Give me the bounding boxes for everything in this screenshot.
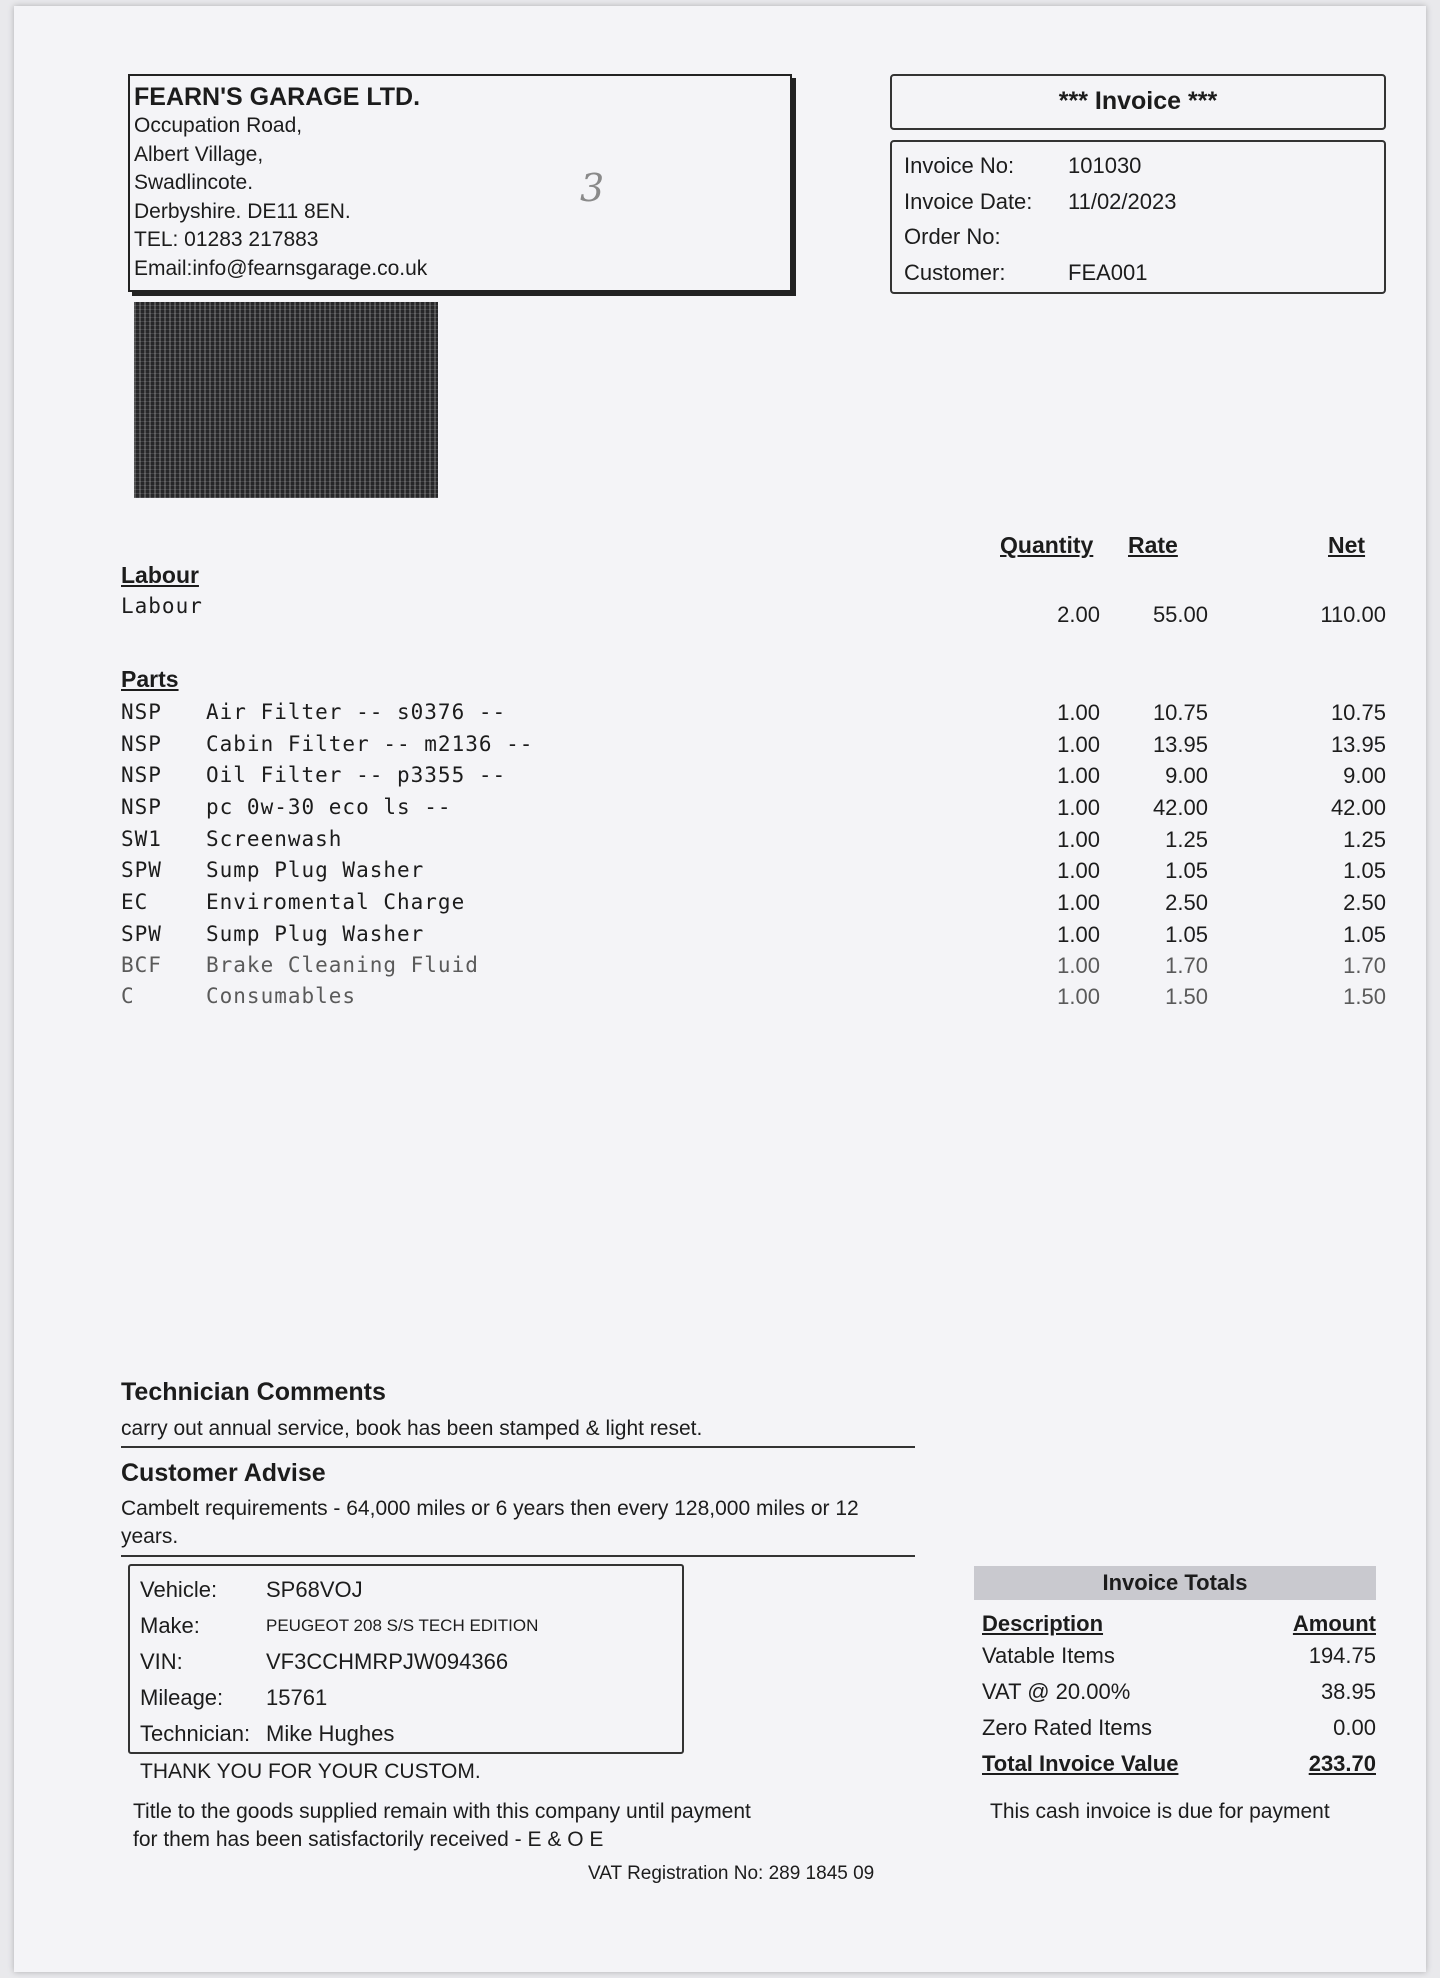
parts-heading: Parts xyxy=(121,666,179,692)
meta-label: Order No: xyxy=(904,224,1001,249)
line-net: 110.00 xyxy=(1320,602,1386,627)
company-address-box xyxy=(128,74,792,292)
parts-row xyxy=(14,984,1426,1015)
labour-row xyxy=(14,602,1426,633)
line-qty: 1.00 xyxy=(1057,795,1100,820)
line-qty: 1.00 xyxy=(1057,953,1100,978)
parts-row xyxy=(14,732,1426,763)
line-rate: 1.50 xyxy=(1165,984,1208,1009)
handwritten-mark: 3 xyxy=(580,166,605,210)
invoice-page xyxy=(14,6,1426,1972)
part-code: NSP xyxy=(121,763,162,787)
company-phone: TEL: 01283 217883 xyxy=(134,228,319,251)
line-net: 9.00 xyxy=(1343,763,1386,788)
vehicle-label: Mileage: xyxy=(140,1685,224,1710)
totals-header-row xyxy=(982,1606,1376,1642)
description-column-header: Description xyxy=(982,1611,1104,1636)
part-code: NSP xyxy=(121,700,162,724)
line-qty: 1.00 xyxy=(1057,858,1100,883)
divider xyxy=(121,1446,915,1448)
net-column-header: Net xyxy=(1328,532,1366,558)
line-net: 1.05 xyxy=(1343,922,1386,947)
company-address-line: Albert Village, xyxy=(134,142,264,166)
line-rate: 1.05 xyxy=(1165,922,1208,947)
vehicle-vin: VF3CCHMRPJW094366 xyxy=(266,1649,509,1674)
vehicle-make: PEUGEOT 208 S/S TECH EDITION xyxy=(266,1616,539,1635)
line-rate: 1.05 xyxy=(1165,858,1208,883)
line-net: 2.50 xyxy=(1343,890,1386,915)
vehicle-label: VIN: xyxy=(140,1649,183,1674)
part-desc: pc 0w-30 eco ls -- xyxy=(206,795,452,819)
invoice-meta-box xyxy=(890,140,1386,294)
line-qty: 1.00 xyxy=(1057,732,1100,757)
technician-comments-title: Technician Comments xyxy=(121,1378,386,1406)
technician-name: Mike Hughes xyxy=(266,1721,395,1746)
parts-row xyxy=(14,858,1426,889)
totals-label: Zero Rated Items xyxy=(982,1715,1152,1740)
parts-row xyxy=(14,763,1426,794)
part-desc: Air Filter -- s0376 -- xyxy=(206,700,507,724)
company-address-line: Occupation Road, xyxy=(134,114,303,137)
vehicle-mileage-row xyxy=(140,1680,672,1716)
divider xyxy=(121,1555,915,1557)
vehicle-reg-row xyxy=(140,1572,672,1608)
technician-comments-text: carry out annual service, book has been stamped & light reset. xyxy=(121,1417,703,1440)
meta-label: Invoice No: xyxy=(904,153,1015,178)
part-desc: Oil Filter -- p3355 -- xyxy=(206,763,507,787)
part-desc: Sump Plug Washer xyxy=(206,858,425,882)
part-desc: Sump Plug Washer xyxy=(206,922,425,946)
part-code: SPW xyxy=(121,922,162,946)
totals-label: Vatable Items xyxy=(982,1643,1115,1668)
vehicle-details-box xyxy=(128,1564,684,1754)
company-email: Email:info@fearnsgarage.co.uk xyxy=(134,256,428,280)
vehicle-mileage: 15761 xyxy=(266,1685,328,1710)
line-net: 42.00 xyxy=(1330,795,1386,820)
line-rate: 1.25 xyxy=(1165,827,1208,852)
vehicle-registration: SP68VOJ xyxy=(266,1577,363,1602)
part-code: NSP xyxy=(121,795,162,819)
redacted-customer-address xyxy=(134,302,438,498)
line-net: 1.05 xyxy=(1343,858,1386,883)
part-desc: Consumables xyxy=(206,984,357,1008)
line-rate: 9.00 xyxy=(1165,763,1208,788)
company-name: FEARN'S GARAGE LTD. xyxy=(134,83,421,111)
customer-advise-text: Cambelt requirements - 64,000 miles or 6 years then every 128,000 miles or 12 years. xyxy=(121,1497,859,1548)
vehicle-technician-row xyxy=(140,1716,672,1752)
line-net: 13.95 xyxy=(1330,732,1386,757)
line-net: 1.50 xyxy=(1343,984,1386,1009)
quantity-column-header: Quantity xyxy=(1000,532,1094,558)
invoice-totals-heading: Invoice Totals xyxy=(974,1566,1376,1600)
totals-row xyxy=(982,1710,1376,1746)
vat-registration: VAT Registration No: 289 1845 09 xyxy=(588,1863,875,1884)
line-net: 1.70 xyxy=(1343,953,1386,978)
vehicle-vin-row xyxy=(140,1644,672,1680)
title-of-goods-line: Title to the goods supplied remain with this company until payment xyxy=(133,1800,751,1823)
order-number-row xyxy=(904,219,1372,255)
totals-value: 0.00 xyxy=(1333,1715,1376,1740)
labour-desc: Labour xyxy=(121,594,203,618)
customer-code: FEA001 xyxy=(1068,259,1148,285)
part-code: C xyxy=(121,984,135,1008)
vehicle-label: Technician: xyxy=(140,1721,251,1746)
parts-row xyxy=(14,795,1426,826)
line-qty: 2.00 xyxy=(1057,602,1100,627)
part-desc: Cabin Filter -- m2136 -- xyxy=(206,732,534,756)
company-address-line: Swadlincote. xyxy=(134,171,254,194)
parts-row xyxy=(14,827,1426,858)
parts-row xyxy=(14,890,1426,921)
meta-label: Customer: xyxy=(904,259,1006,285)
line-net: 10.75 xyxy=(1330,700,1386,725)
labour-heading: Labour xyxy=(121,562,199,588)
totals-value: 194.75 xyxy=(1308,1643,1376,1668)
vehicle-label: Make: xyxy=(140,1613,200,1638)
invoice-date-row xyxy=(904,184,1372,220)
parts-row xyxy=(14,953,1426,984)
total-invoice-value: 233.70 xyxy=(1308,1751,1376,1776)
part-code: SPW xyxy=(121,858,162,882)
company-address-line: Derbyshire. DE11 8EN. xyxy=(134,199,351,223)
amount-column-header: Amount xyxy=(1292,1611,1376,1636)
total-invoice-value-row xyxy=(982,1746,1376,1782)
line-qty: 1.00 xyxy=(1057,827,1100,852)
part-code: SW1 xyxy=(121,827,162,851)
part-desc: Brake Cleaning Fluid xyxy=(206,953,479,977)
invoice-title: *** Invoice *** xyxy=(890,74,1386,130)
part-code: EC xyxy=(121,890,149,914)
line-rate: 13.95 xyxy=(1152,732,1208,757)
line-qty: 1.00 xyxy=(1057,922,1100,947)
line-rate: 2.50 xyxy=(1165,890,1208,915)
totals-row xyxy=(982,1674,1376,1710)
vehicle-make-row xyxy=(140,1608,672,1644)
invoice-number: 101030 xyxy=(1068,153,1142,178)
line-rate: 1.70 xyxy=(1165,953,1208,978)
cash-invoice-note: This cash invoice is due for payment xyxy=(990,1800,1330,1823)
totals-label: VAT @ 20.00% xyxy=(982,1679,1131,1704)
totals-value: 38.95 xyxy=(1320,1679,1376,1704)
part-desc: Enviromental Charge xyxy=(206,890,466,914)
invoice-date: 11/02/2023 xyxy=(1068,188,1177,214)
vehicle-label: Vehicle: xyxy=(140,1577,218,1602)
line-net: 1.25 xyxy=(1343,827,1386,852)
parts-row xyxy=(14,922,1426,953)
line-qty: 1.00 xyxy=(1057,890,1100,915)
title-of-goods-line: for them has been satisfactorily received - E & O E xyxy=(133,1828,604,1851)
part-code: NSP xyxy=(121,732,162,756)
line-rate: 55.00 xyxy=(1152,602,1208,627)
line-rate: 42.00 xyxy=(1152,795,1208,820)
line-rate: 10.75 xyxy=(1152,700,1208,725)
part-desc: Screenwash xyxy=(206,827,343,851)
meta-label: Invoice Date: xyxy=(904,188,1033,214)
total-invoice-label: Total Invoice Value xyxy=(982,1751,1179,1776)
line-qty: 1.00 xyxy=(1057,984,1100,1009)
invoice-number-row xyxy=(904,148,1372,184)
thank-you-text: THANK YOU FOR YOUR CUSTOM. xyxy=(140,1760,481,1783)
customer-row xyxy=(904,255,1372,291)
line-qty: 1.00 xyxy=(1057,700,1100,725)
rate-column-header: Rate xyxy=(1128,532,1178,558)
parts-row xyxy=(14,700,1426,731)
totals-row xyxy=(982,1638,1376,1674)
part-code: BCF xyxy=(121,953,162,977)
line-qty: 1.00 xyxy=(1057,763,1100,788)
customer-advise-title: Customer Advise xyxy=(121,1459,326,1487)
